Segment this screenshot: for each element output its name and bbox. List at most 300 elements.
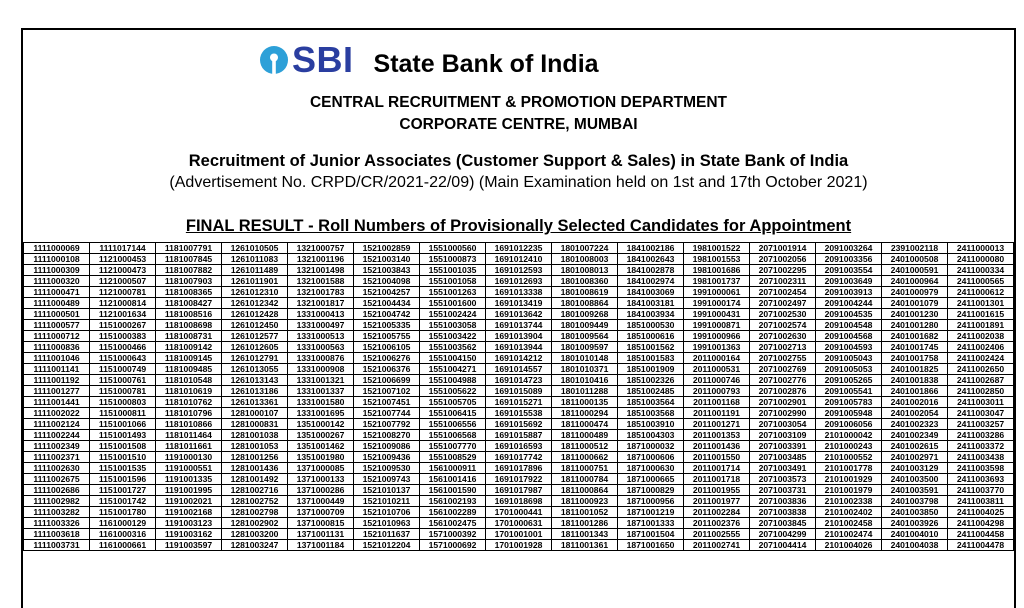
roll-number-cell: 1851001583 — [618, 353, 684, 364]
roll-number-cell: 1111000712 — [24, 331, 90, 342]
roll-number-cell: 1521006699 — [354, 375, 420, 386]
roll-number-cell: 2401001745 — [882, 342, 948, 353]
roll-number-cell: 2401001825 — [882, 364, 948, 375]
roll-number-cell: 1121000814 — [90, 298, 156, 309]
roll-number-cell: 2011001550 — [684, 452, 750, 463]
roll-number-cell: 1851001909 — [618, 364, 684, 375]
roll-number-cell: 1521006276 — [354, 353, 420, 364]
roll-number-cell: 1691015271 — [486, 397, 552, 408]
roll-number-cell: 1321000757 — [288, 243, 354, 254]
roll-number-cell: 2071003573 — [750, 474, 816, 485]
roll-number-cell: 2091005948 — [816, 408, 882, 419]
roll-number-cell: 1371001184 — [288, 540, 354, 551]
roll-number-cell: 2401003926 — [882, 518, 948, 529]
roll-number-cell: 1701001001 — [486, 529, 552, 540]
roll-number-cell: 1371000085 — [288, 463, 354, 474]
roll-number-cell: 2071003845 — [750, 518, 816, 529]
roll-number-cell: 1521003140 — [354, 254, 420, 265]
roll-number-cell: 2011001718 — [684, 474, 750, 485]
roll-number-cell: 1991001363 — [684, 342, 750, 353]
roll-number-cell: 2411003598 — [948, 463, 1014, 474]
table-row — [24, 276, 1014, 287]
roll-number-cell: 1871001504 — [618, 529, 684, 540]
roll-number-cell: 1801008864 — [552, 298, 618, 309]
roll-number-cell: 2011001977 — [684, 496, 750, 507]
roll-number-cell: 1111000320 — [24, 276, 90, 287]
roll-number-cell: 1521003843 — [354, 265, 420, 276]
roll-number-cell: 2011002741 — [684, 540, 750, 551]
roll-number-cell: 1181010762 — [156, 397, 222, 408]
roll-number-cell: 1811000662 — [552, 452, 618, 463]
table-row — [24, 309, 1014, 320]
roll-number-cell: 2091004548 — [816, 320, 882, 331]
roll-number-cell: 1151000749 — [90, 364, 156, 375]
roll-number-cell: 1551001058 — [420, 276, 486, 287]
table-row — [24, 298, 1014, 309]
roll-number-cell: 2101002474 — [816, 529, 882, 540]
roll-number-cell: 1521004098 — [354, 276, 420, 287]
roll-number-cell: 2401001866 — [882, 386, 948, 397]
roll-number-cell: 2071003054 — [750, 419, 816, 430]
roll-number-cell: 1561000911 — [420, 463, 486, 474]
roll-number-cell: 2011002376 — [684, 518, 750, 529]
roll-number-cell: 1801011288 — [552, 386, 618, 397]
roll-number-cell: 1261013055 — [222, 364, 288, 375]
roll-number-cell: 2011001353 — [684, 430, 750, 441]
roll-number-cell: 2071002497 — [750, 298, 816, 309]
roll-number-cell: 2401001682 — [882, 331, 948, 342]
roll-number-cell: 2401000591 — [882, 265, 948, 276]
roll-number-cell: 2401003129 — [882, 463, 948, 474]
roll-number-cell: 1281001038 — [222, 430, 288, 441]
roll-number-cell: 1521009436 — [354, 452, 420, 463]
roll-number-cell: 2411003047 — [948, 408, 1014, 419]
roll-number-cell: 2011000164 — [684, 353, 750, 364]
centre-title: CORPORATE CENTRE, MUMBAI — [399, 116, 638, 133]
roll-number-cell: 1811000135 — [552, 397, 618, 408]
roll-number-cell: 1801008619 — [552, 287, 618, 298]
table-row — [24, 386, 1014, 397]
roll-number-cell: 1551004150 — [420, 353, 486, 364]
roll-number-cell: 2411003438 — [948, 452, 1014, 463]
roll-number-cell: 1261012577 — [222, 331, 288, 342]
roll-number-cell: 2401000964 — [882, 276, 948, 287]
roll-number-cell: 2401001079 — [882, 298, 948, 309]
roll-number-cell: 2011000793 — [684, 386, 750, 397]
roll-number-cell: 2071004299 — [750, 529, 816, 540]
roll-number-cell: 1871001333 — [618, 518, 684, 529]
roll-number-cell: 1871000829 — [618, 485, 684, 496]
roll-number-cell: 1701001928 — [486, 540, 552, 551]
roll-number-cell: 1801009268 — [552, 309, 618, 320]
roll-number-cell: 1111000108 — [24, 254, 90, 265]
roll-number-cell: 2101001929 — [816, 474, 882, 485]
roll-number-cell: 1571000692 — [420, 540, 486, 551]
roll-number-cell: 1691014723 — [486, 375, 552, 386]
roll-number-cell: 2011000746 — [684, 375, 750, 386]
roll-number-cell: 1261011083 — [222, 254, 288, 265]
roll-number-cell: 1261012605 — [222, 342, 288, 353]
roll-number-cell: 1151001066 — [90, 419, 156, 430]
roll-number-cell: 1551001263 — [420, 287, 486, 298]
roll-number-cell: 2091003356 — [816, 254, 882, 265]
roll-number-cell: 1801010148 — [552, 353, 618, 364]
table-row — [24, 540, 1014, 551]
roll-number-cell: 1281001053 — [222, 441, 288, 452]
roll-number-cell: 2071002454 — [750, 287, 816, 298]
roll-number-cell: 1551007770 — [420, 441, 486, 452]
roll-number-cell: 2411000080 — [948, 254, 1014, 265]
table-row — [24, 485, 1014, 496]
roll-number-cell: 2071002056 — [750, 254, 816, 265]
roll-number-cell: 1691013338 — [486, 287, 552, 298]
roll-number-cell: 1111002124 — [24, 419, 90, 430]
roll-number-cell: 1521009743 — [354, 474, 420, 485]
roll-number-cell: 1551001035 — [420, 265, 486, 276]
roll-number-cell: 1521007451 — [354, 397, 420, 408]
table-row — [24, 364, 1014, 375]
roll-number-cell: 1561001416 — [420, 474, 486, 485]
logo-row — [259, 39, 599, 80]
roll-number-cell: 1111003618 — [24, 529, 90, 540]
roll-number-cell: 2071002769 — [750, 364, 816, 375]
roll-number-cell: 2101000552 — [816, 452, 882, 463]
roll-number-cell: 1111000489 — [24, 298, 90, 309]
roll-number-cell: 1261012310 — [222, 287, 288, 298]
roll-number-cell: 1281003200 — [222, 529, 288, 540]
roll-number-cell: 1521010137 — [354, 485, 420, 496]
roll-number-cell: 1851000616 — [618, 331, 684, 342]
roll-number-cell: 1111003326 — [24, 518, 90, 529]
roll-number-cell: 2071003731 — [750, 485, 816, 496]
roll-number-cell: 1281001256 — [222, 452, 288, 463]
roll-number-cell: 1691012410 — [486, 254, 552, 265]
roll-number-cell: 2401003591 — [882, 485, 948, 496]
roll-number-cell: 2411002650 — [948, 364, 1014, 375]
bank-name: State Bank of India — [373, 49, 599, 78]
roll-number-cell: 2071003836 — [750, 496, 816, 507]
table-row — [24, 419, 1014, 430]
roll-number-cell: 1841003934 — [618, 309, 684, 320]
roll-number-cell: 1191002168 — [156, 507, 222, 518]
roll-number-cell: 1811000294 — [552, 408, 618, 419]
roll-number-cell: 1561002289 — [420, 507, 486, 518]
roll-number-cell: 1521007792 — [354, 419, 420, 430]
roll-number-cell: 1181007882 — [156, 265, 222, 276]
roll-number-cell: 1551006415 — [420, 408, 486, 419]
roll-number-cell: 1691015692 — [486, 419, 552, 430]
table-row — [24, 287, 1014, 298]
roll-number-cell: 1321001783 — [288, 287, 354, 298]
roll-number-cell: 1181010796 — [156, 408, 222, 419]
roll-number-cell: 1351001462 — [288, 441, 354, 452]
roll-number-cell: 1111002630 — [24, 463, 90, 474]
roll-number-cell: 1181010548 — [156, 375, 222, 386]
roll-number-cell: 1281001492 — [222, 474, 288, 485]
roll-number-cell: 2411001301 — [948, 298, 1014, 309]
roll-number-cell: 1151001535 — [90, 463, 156, 474]
roll-number-cell: 1701000631 — [486, 518, 552, 529]
roll-number-cell: 1331000413 — [288, 309, 354, 320]
roll-number-cell: 1691013944 — [486, 342, 552, 353]
roll-number-cell: 1871001219 — [618, 507, 684, 518]
roll-number-cell: 1111002349 — [24, 441, 90, 452]
roll-number-cell: 2071002776 — [750, 375, 816, 386]
roll-number-cell: 1121000781 — [90, 287, 156, 298]
roll-number-cell: 1991000174 — [684, 298, 750, 309]
roll-number-cell: 1281002716 — [222, 485, 288, 496]
roll-number-cell: 1111000309 — [24, 265, 90, 276]
roll-number-cell: 2091003649 — [816, 276, 882, 287]
roll-number-cell: 2071002876 — [750, 386, 816, 397]
roll-number-cell: 1551005622 — [420, 386, 486, 397]
roll-number-cell: 2101002402 — [816, 507, 882, 518]
roll-number-cell: 1151000643 — [90, 353, 156, 364]
roll-number-cell: 1551008529 — [420, 452, 486, 463]
roll-number-cell: 2011001271 — [684, 419, 750, 430]
roll-number-cell: 1321001588 — [288, 276, 354, 287]
roll-number-cell: 1691018698 — [486, 496, 552, 507]
roll-number-cell: 1261010505 — [222, 243, 288, 254]
roll-number-cell: 1521008270 — [354, 430, 420, 441]
roll-number-cell: 2411003011 — [948, 397, 1014, 408]
roll-number-cell: 1281002902 — [222, 518, 288, 529]
roll-number-cell: 1691013744 — [486, 320, 552, 331]
roll-number-cell: 1521010211 — [354, 496, 420, 507]
table-row — [24, 265, 1014, 276]
roll-number-cell: 1851001562 — [618, 342, 684, 353]
roll-number-cell: 1561001590 — [420, 485, 486, 496]
roll-number-cell: 1521002859 — [354, 243, 420, 254]
roll-number-cell: 1151000466 — [90, 342, 156, 353]
roll-number-cell: 1851000530 — [618, 320, 684, 331]
roll-number-cell: 1151000383 — [90, 331, 156, 342]
roll-number-cell: 1551004988 — [420, 375, 486, 386]
roll-number-cell: 1811001361 — [552, 540, 618, 551]
roll-number-cell: 2411002424 — [948, 353, 1014, 364]
roll-number-cell: 2411004458 — [948, 529, 1014, 540]
roll-number-cell: 1371000709 — [288, 507, 354, 518]
table-row — [24, 452, 1014, 463]
roll-number-cell: 1281003247 — [222, 540, 288, 551]
roll-number-cell: 1191003597 — [156, 540, 222, 551]
roll-number-cell: 2091004535 — [816, 309, 882, 320]
roll-number-cell: 2401004038 — [882, 540, 948, 551]
roll-number-cell: 2101001778 — [816, 463, 882, 474]
roll-number-cell: 1551006556 — [420, 419, 486, 430]
roll-number-cell: 2401003798 — [882, 496, 948, 507]
roll-number-cell: 1551001600 — [420, 298, 486, 309]
roll-number-cell: 2071002713 — [750, 342, 816, 353]
roll-number-cell: 1111000577 — [24, 320, 90, 331]
roll-number-cell: 1111002686 — [24, 485, 90, 496]
roll-number-cell: 1521011637 — [354, 529, 420, 540]
roll-number-cell: 1991000871 — [684, 320, 750, 331]
roll-number-cell: 1841003069 — [618, 287, 684, 298]
table-row — [24, 397, 1014, 408]
roll-number-cell: 1181009145 — [156, 353, 222, 364]
roll-number-cell: 2411002038 — [948, 331, 1014, 342]
roll-number-cell: 1181008698 — [156, 320, 222, 331]
roll-number-cell: 2101002458 — [816, 518, 882, 529]
roll-number-cell: 1991000431 — [684, 309, 750, 320]
roll-number-cell: 1841003181 — [618, 298, 684, 309]
roll-number-cell: 2011000531 — [684, 364, 750, 375]
roll-number-cell: 1181009485 — [156, 364, 222, 375]
roll-number-cell: 2411002850 — [948, 386, 1014, 397]
sbi-keyhole-logo-icon — [259, 45, 289, 75]
roll-number-cell: 1151001596 — [90, 474, 156, 485]
table-row — [24, 518, 1014, 529]
roll-number-cell: 1871001650 — [618, 540, 684, 551]
roll-number-cell: 2401000979 — [882, 287, 948, 298]
roll-number-cell: 2401002615 — [882, 441, 948, 452]
table-row — [24, 474, 1014, 485]
table-row — [24, 353, 1014, 364]
roll-number-cell: 2071003491 — [750, 463, 816, 474]
roll-number-cell: 1691017896 — [486, 463, 552, 474]
roll-number-cell: 1691017987 — [486, 485, 552, 496]
roll-number-cell: 1331000497 — [288, 320, 354, 331]
roll-number-cell: 1521006105 — [354, 342, 420, 353]
roll-number-cell: 2071002901 — [750, 397, 816, 408]
roll-number-cell: 1691012593 — [486, 265, 552, 276]
roll-number-cell: 1371000286 — [288, 485, 354, 496]
roll-number-cell: 1111000069 — [24, 243, 90, 254]
roll-number-cell: 1121000453 — [90, 254, 156, 265]
roll-number-cell: 1691016593 — [486, 441, 552, 452]
roll-number-cell: 1691013642 — [486, 309, 552, 320]
roll-number-cell: 2401003500 — [882, 474, 948, 485]
roll-number-cell: 1981001737 — [684, 276, 750, 287]
roll-number-cell: 1111002244 — [24, 430, 90, 441]
roll-number-cell: 1331000876 — [288, 353, 354, 364]
roll-number-cell: 1551004271 — [420, 364, 486, 375]
roll-number-cell: 1691015538 — [486, 408, 552, 419]
table-row — [24, 441, 1014, 452]
roll-number-cell: 2091006056 — [816, 419, 882, 430]
roll-number-cell: 2401003850 — [882, 507, 948, 518]
roll-number-cell: 1811000474 — [552, 419, 618, 430]
roll-number-cell: 2411003811 — [948, 496, 1014, 507]
roll-number-cell: 1121000473 — [90, 265, 156, 276]
roll-number-cell: 1151001780 — [90, 507, 156, 518]
roll-number-cell: 2071003109 — [750, 430, 816, 441]
roll-number-cell: 1521007102 — [354, 386, 420, 397]
roll-number-cell: 1161000316 — [90, 529, 156, 540]
roll-number-cell: 1151001742 — [90, 496, 156, 507]
roll-number-cell: 1111003282 — [24, 507, 90, 518]
roll-number-cell: 1801010371 — [552, 364, 618, 375]
roll-number-cell: 1151000267 — [90, 320, 156, 331]
roll-number-cell: 2411003257 — [948, 419, 1014, 430]
roll-number-cell: 1121001634 — [90, 309, 156, 320]
roll-number-cell: 1351001980 — [288, 452, 354, 463]
roll-number-cell: 1801010416 — [552, 375, 618, 386]
roll-number-cell: 1181011464 — [156, 430, 222, 441]
roll-number-cell: 2011002284 — [684, 507, 750, 518]
roll-number-cell: 2411000013 — [948, 243, 1014, 254]
roll-number-cell: 2101000042 — [816, 430, 882, 441]
roll-number-cell: 1191002021 — [156, 496, 222, 507]
roll-number-cell: 1191003123 — [156, 518, 222, 529]
roll-number-cell: 2401002323 — [882, 419, 948, 430]
roll-number-cell: 1371000449 — [288, 496, 354, 507]
roll-number-cell: 2071002755 — [750, 353, 816, 364]
roll-number-cell: 2091005783 — [816, 397, 882, 408]
roll-number-cell: 1691012693 — [486, 276, 552, 287]
roll-number-cell: 1991000966 — [684, 331, 750, 342]
roll-number-cell: 2411003693 — [948, 474, 1014, 485]
roll-number-cell: 2071002574 — [750, 320, 816, 331]
roll-number-cell: 1331001695 — [288, 408, 354, 419]
roll-number-cell: 1691017922 — [486, 474, 552, 485]
roll-number-cell: 1261013186 — [222, 386, 288, 397]
table-row — [24, 375, 1014, 386]
roll-number-cell: 1841002974 — [618, 276, 684, 287]
roll-number-cell: 1281002798 — [222, 507, 288, 518]
roll-number-cell: 1521005335 — [354, 320, 420, 331]
roll-number-cell: 1851003568 — [618, 408, 684, 419]
roll-number-cell: 1521012204 — [354, 540, 420, 551]
roll-number-cell: 1151000811 — [90, 408, 156, 419]
roll-number-cell: 1871000032 — [618, 441, 684, 452]
roll-number-cell: 1181009142 — [156, 342, 222, 353]
roll-number-cell: 1111001441 — [24, 397, 90, 408]
roll-number-cell: 2011001168 — [684, 397, 750, 408]
roll-number-cell: 1261012791 — [222, 353, 288, 364]
roll-number-cell: 1351000267 — [288, 430, 354, 441]
roll-number-cell: 1281002752 — [222, 496, 288, 507]
roll-number-cell: 1691014212 — [486, 353, 552, 364]
roll-number-cell: 1151001510 — [90, 452, 156, 463]
table-row — [24, 342, 1014, 353]
table-row — [24, 430, 1014, 441]
roll-number-cell: 1151001493 — [90, 430, 156, 441]
roll-number-cell: 1321001196 — [288, 254, 354, 265]
roll-number-cell: 2101001979 — [816, 485, 882, 496]
roll-number-cell: 2091003554 — [816, 265, 882, 276]
roll-number-cell: 2411004298 — [948, 518, 1014, 529]
roll-number-cell: 1701000441 — [486, 507, 552, 518]
roll-number-cell: 1871000665 — [618, 474, 684, 485]
roll-number-cell: 2091003913 — [816, 287, 882, 298]
roll-number-cell: 2091004244 — [816, 298, 882, 309]
roll-number-cell: 2071002630 — [750, 331, 816, 342]
roll-number-cell: 2411002687 — [948, 375, 1014, 386]
roll-number-cell: 1321001498 — [288, 265, 354, 276]
roll-number-cell: 1181007791 — [156, 243, 222, 254]
department-title: CENTRAL RECRUITMENT & PROMOTION DEPARTMENT — [309, 94, 728, 111]
roll-number-cell: 1331001580 — [288, 397, 354, 408]
roll-number-cell: 1181008365 — [156, 287, 222, 298]
roll-number-cell: 1331001321 — [288, 375, 354, 386]
roll-number-cell: 1151000761 — [90, 375, 156, 386]
roll-number-cell: 1981001553 — [684, 254, 750, 265]
roll-number-cell: 1181007845 — [156, 254, 222, 265]
roll-number-cell: 1261011489 — [222, 265, 288, 276]
roll-number-cell: 1691013904 — [486, 331, 552, 342]
roll-number-cell: 2091005541 — [816, 386, 882, 397]
roll-number-cell: 1801009564 — [552, 331, 618, 342]
roll-number-cell: 1551006568 — [420, 430, 486, 441]
roll-number-cell: 1571000392 — [420, 529, 486, 540]
roll-number-cell: 1111001277 — [24, 386, 90, 397]
roll-number-cell: 2091005053 — [816, 364, 882, 375]
roll-number-cell: 1191001335 — [156, 474, 222, 485]
roll-number-cell: 2411003770 — [948, 485, 1014, 496]
table-row — [24, 254, 1014, 265]
